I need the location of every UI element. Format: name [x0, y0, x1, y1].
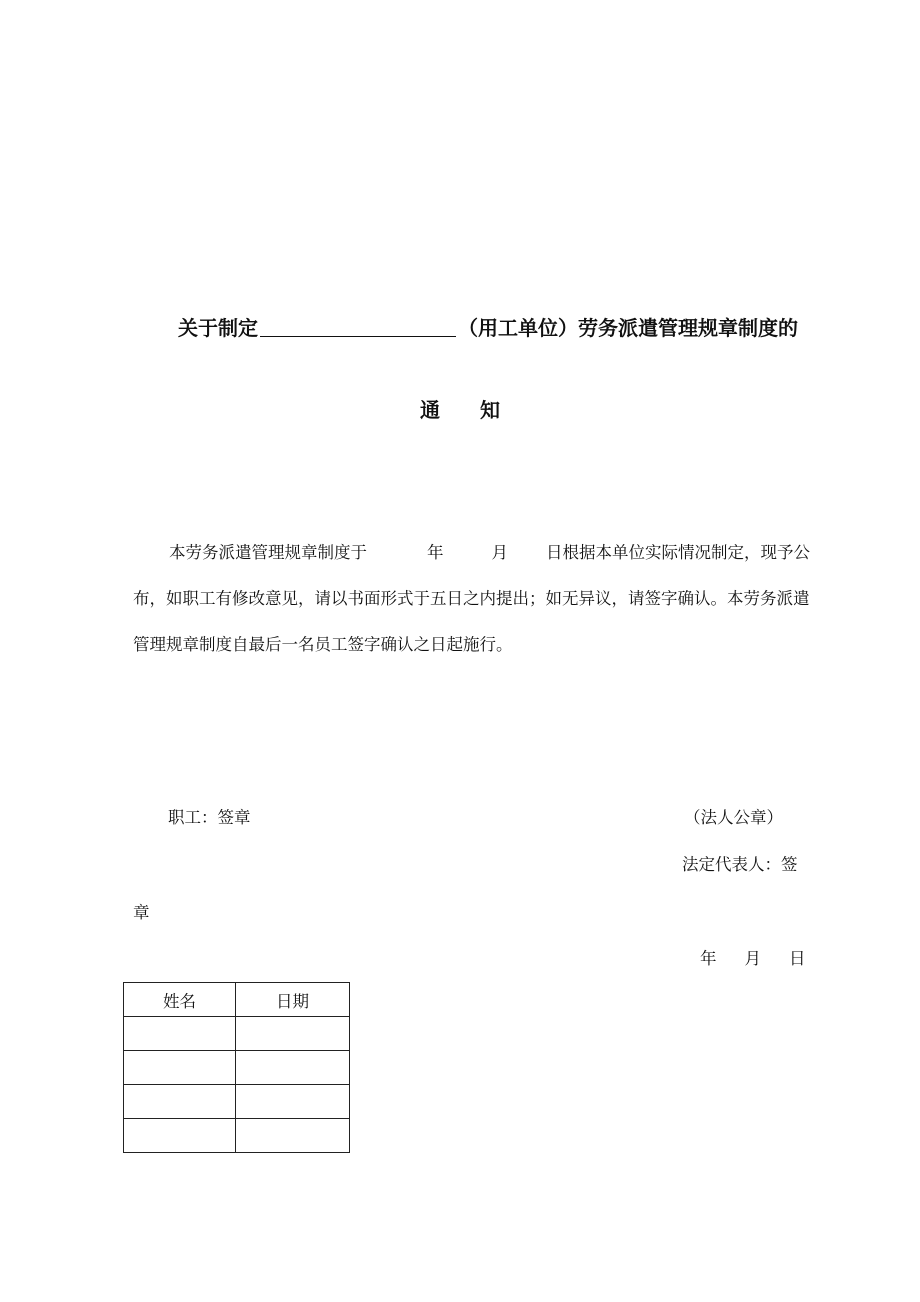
date-cell[interactable] [236, 1085, 350, 1119]
signature-date [700, 947, 806, 971]
name-cell[interactable] [124, 1017, 236, 1051]
subtitle-char-2: 知 [480, 398, 500, 422]
title-suffix: （用工单位）劳务派遣管理规章制度的 [458, 316, 798, 340]
legal-representative-label: 法定代表人：签 [682, 855, 798, 874]
title-blank-field[interactable] [260, 316, 456, 337]
date-cell[interactable] [236, 1051, 350, 1085]
signature-continuation: 章 [133, 903, 150, 922]
employee-signature-table [123, 982, 350, 1153]
header-name: 姓名 [124, 983, 236, 1017]
body-year: 年 [427, 543, 444, 562]
date-day: 日 [789, 949, 806, 968]
header-date: 日期 [236, 983, 350, 1017]
date-month: 月 [744, 949, 761, 968]
table-row [124, 1085, 350, 1119]
subtitle-char-1: 通 [420, 398, 440, 422]
table-header-row [124, 983, 350, 1017]
date-cell[interactable] [236, 1017, 350, 1051]
date-cell[interactable] [236, 1119, 350, 1153]
name-cell[interactable] [124, 1051, 236, 1085]
employee-signature-label: 职工：签章 [168, 808, 251, 827]
body-part-2: 日根据本单位实际情况制定，现予公布，如职工有修改意见，请以书面形式于五日之内提出；如无异议，请签字确认。本劳务派遣管理规章制度自最后一名员工签字确认之日起施行。 [133, 543, 810, 654]
name-cell[interactable] [124, 1119, 236, 1153]
table-row [124, 1119, 350, 1153]
body-month: 月 [491, 543, 508, 562]
notice-body [133, 530, 813, 668]
company-seal-label: （法人公章） [684, 808, 783, 827]
document-subtitle [0, 396, 920, 424]
title-prefix: 关于制定 [178, 316, 258, 340]
table-row [124, 1051, 350, 1085]
document-title [178, 314, 818, 342]
table-row [124, 1017, 350, 1051]
date-year: 年 [700, 949, 717, 968]
body-part-1: 本劳务派遣管理规章制度于 [169, 543, 367, 562]
name-cell[interactable] [124, 1085, 236, 1119]
